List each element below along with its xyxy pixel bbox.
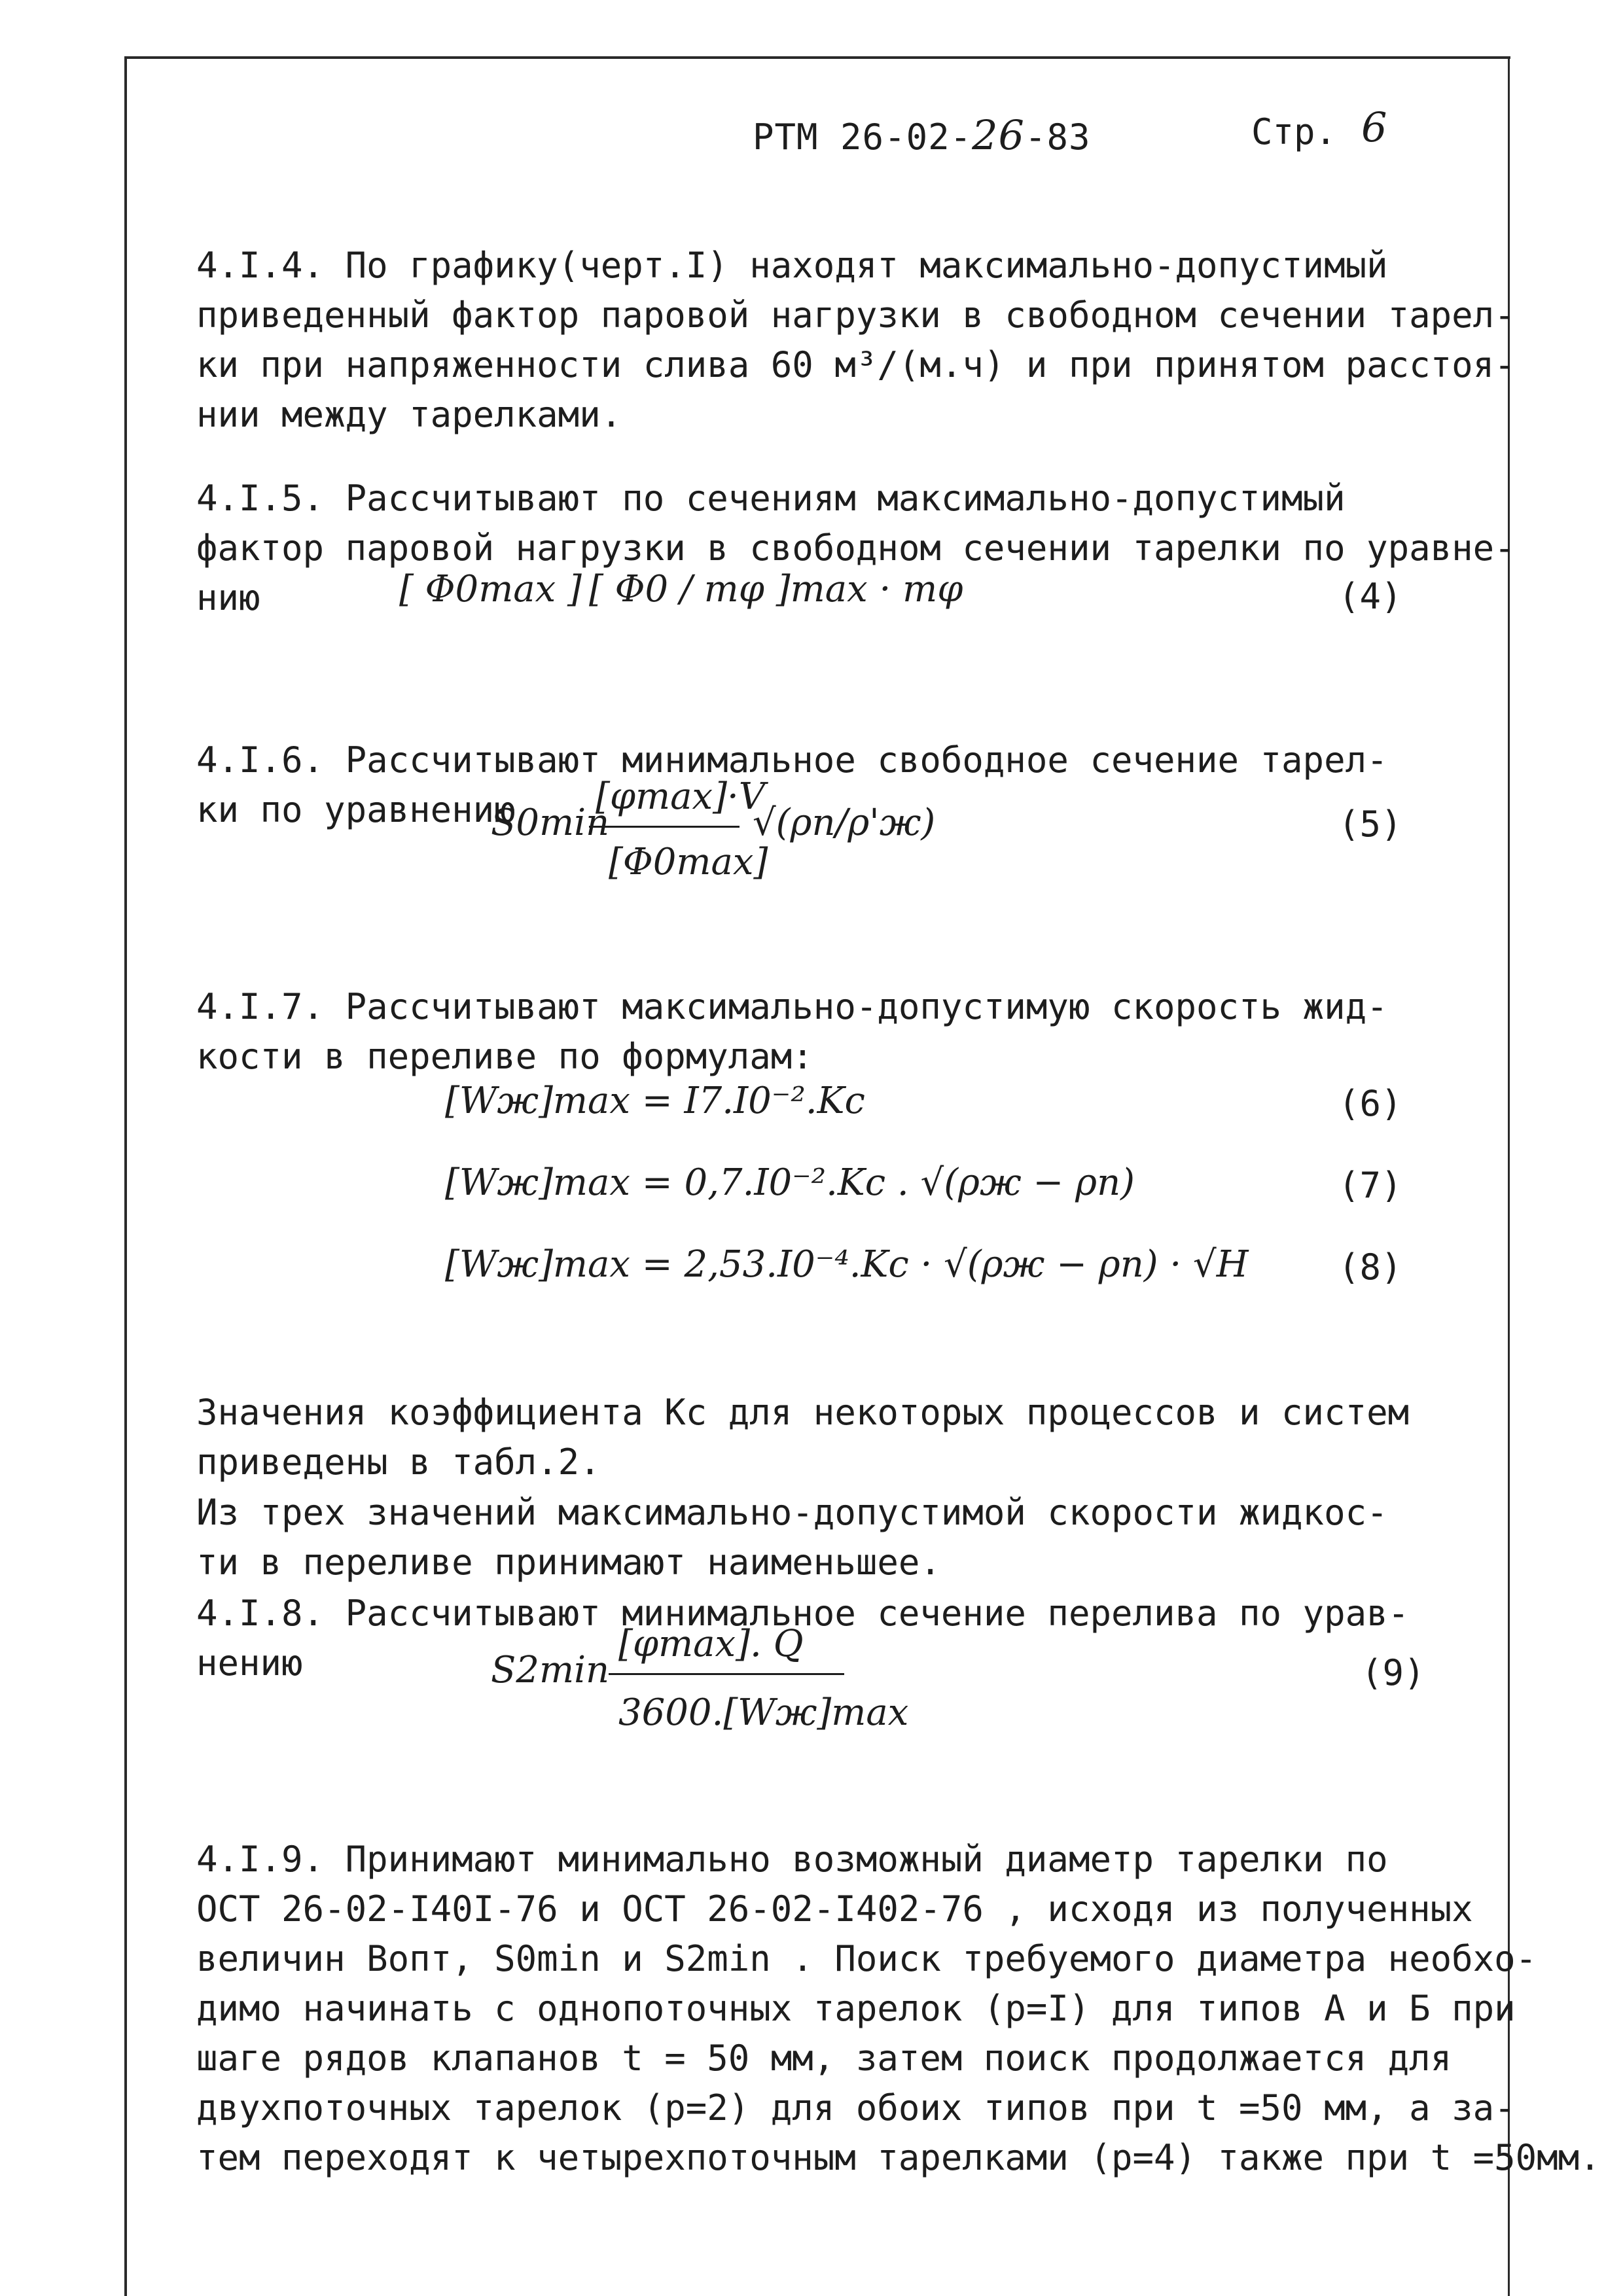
paragraph-4-1-7-text: 4.I.7. Рассчитывают максимально-допустимую скорость жид- кости в переливе по формулам: (196, 986, 1388, 1077)
paragraph-4-1-9 (196, 1785, 1601, 2183)
eq5-root: √(ρп/ρ'ж) (753, 802, 936, 844)
eq5-lhs: S0min (491, 802, 610, 844)
eq7-formula: [Wж]max = 0,7.I0⁻².Kc . √(ρж − ρп) (445, 1161, 1135, 1204)
eq9-number: (9) (1361, 1652, 1425, 1693)
eq9-fraction-bar (609, 1673, 844, 1675)
paragraph-4-1-7 (196, 932, 1492, 1082)
paragraph-4-1-8-text: 4.I.8. Рассчитывают минимальное сечение перелива по урав- нению (196, 1593, 1410, 1684)
eq4-rhs: [ Φ0 / mφ ]max · mφ (589, 568, 963, 610)
eq7-number: (7) (1338, 1165, 1402, 1206)
eq5-numerator: [φmax]·V (596, 775, 766, 818)
eq8-number: (8) (1338, 1246, 1402, 1288)
eq8-formula: [Wж]max = 2,53.I0⁻⁴.Kc · √(ρж − ρп) · √H (445, 1243, 1249, 1286)
paragraph-4-1-8 (196, 1539, 1492, 1688)
eq6-number: (6) (1338, 1083, 1402, 1124)
paragraph-4-1-4 (196, 191, 1516, 440)
eq9-lhs: S2min (491, 1649, 610, 1691)
doc-code-suffix: -83 (1025, 116, 1091, 158)
choose-min-text: Из трех значений максимально-допустимой скорости жидкос- ти в переливе принимают наименьшее. (196, 1492, 1388, 1583)
eq4-lhs: [ Φ0max ] (399, 568, 582, 610)
paragraph-4-1-5-text: 4.I.5. Рассчитывают по сечениям максимально-допустимый фактор паровой нагрузки в свободном сечении тарелки по уравне- нию (196, 478, 1516, 618)
page-label: Стр. (1251, 111, 1337, 152)
page-number: 6 (1361, 103, 1387, 151)
eq5-fraction-bar (589, 826, 740, 828)
eq9-numerator: [φmax]. Q (618, 1623, 804, 1665)
paragraph-4-1-6-text: 4.I.6. Рассчитывают минимальное свободное сечение тарел- ки по уравнению (196, 739, 1388, 830)
eq5-number: (5) (1338, 804, 1402, 845)
eq9-denominator: 3600.[Wж]max (618, 1691, 909, 1734)
eq4-number: (4) (1338, 576, 1402, 617)
document-code (753, 111, 1091, 159)
page-frame-top (124, 56, 1510, 59)
kc-note-text: Значения коэффициента Kc для некоторых процессов и систем приведены в табл.2. (196, 1392, 1410, 1483)
doc-code-handwritten: 26 (972, 111, 1026, 159)
paragraph-4-1-9-text: 4.I.9. Принимают минимально возможный диаметр тарелки по ОСТ 26-02-I40I-76 и ОСТ 26-02-I402-76 , исходя из полученных величин Bопт, S0min и S2min . Поиск требуемого диаметра необхо- димо начинать с однопоточных тарелок (p=I) для типов А и Б при шаге рядов клапанов t = 50 мм, затем поиск продолжается для двухпоточных тарелок (p=2) для обоих типов при t =50 мм, а за- тем переходят к четырехпоточным тарелками (p=4) также при t =50мм. (196, 1839, 1601, 2178)
paragraph-4-1-4-text: 4.I.4. По графику(черт.I) находят максимально-допустимый приведенный фактор паровой нагрузки в свободном сечении тарел- ки при напряженности слива 60 м³/(м.ч) и при принятом расстоя- нии между тарелками. (196, 245, 1516, 435)
eq5-denominator: [Φ0max] (609, 841, 768, 883)
page-frame-left (124, 56, 127, 2296)
doc-code-prefix: РТМ 26-02- (753, 116, 972, 158)
eq6-formula: [Wж]max = I7.I0⁻².Kc (445, 1080, 865, 1122)
